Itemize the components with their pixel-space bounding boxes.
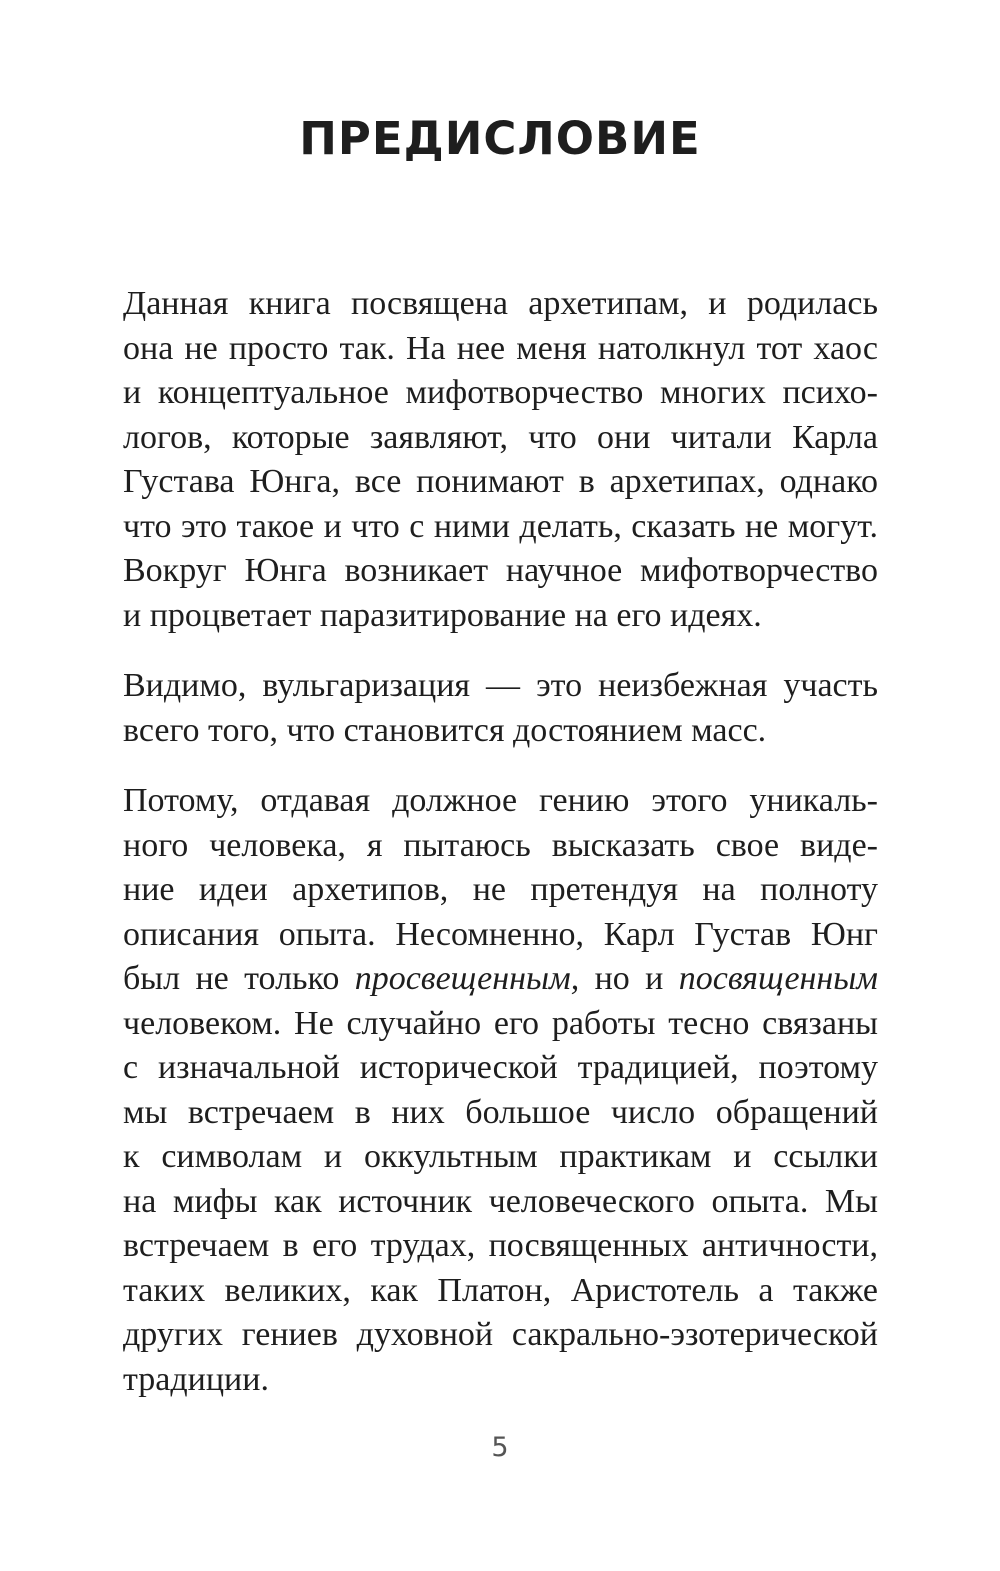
text-line: и концептуальное мифотворчество многих психо-: [123, 374, 878, 411]
paragraph-2: [123, 664, 878, 753]
text-line: мы встречаем в них большое число обращений: [123, 1093, 878, 1131]
text-line: традиции.: [123, 1360, 269, 1398]
text-line: Густава Юнга, все понимают в архетипах, однако: [123, 463, 878, 500]
italic-word-initiated: посвященным: [678, 960, 879, 997]
text-line: других гениев духовной сакрально-эзотерической: [123, 1316, 878, 1353]
text-line: Потому, отдавая должное гению этого уникаль-: [123, 782, 878, 819]
chapter-title: ПРЕДИСЛОВИЕ: [299, 112, 701, 165]
text-line: человеком. Не случайно его работы тесно связаны: [123, 1004, 878, 1042]
text-run: но и: [579, 960, 679, 997]
italic-word-enlightened: просвещенным,: [354, 960, 580, 997]
text-line: она не просто так. На нее меня натолкнул тот хаос: [123, 329, 878, 367]
text-line: что это такое и что с ними делать, сказать не могут.: [123, 507, 878, 545]
text-line: ного человека, я пытаюсь высказать свое виде-: [123, 826, 878, 864]
text-line: и процветает паразитирование на его идеях.: [123, 596, 762, 634]
text-line: Вокруг Юнга возникает научное мифотворчество: [123, 552, 878, 589]
text-line: с изначальной исторической традицией, поэтому: [123, 1049, 878, 1086]
text-line: встречаем в его трудах, посвященных античности,: [123, 1227, 878, 1264]
text-line: логов, которые заявляют, что они читали Карла: [123, 418, 878, 456]
text-run: был не только: [123, 960, 355, 997]
text-line: Видимо, вульгаризация — это неизбежная участь: [123, 667, 878, 704]
paragraph-1: [123, 282, 878, 638]
text-line: таких великих, как Платон, Аристотель а также: [123, 1271, 878, 1309]
text-line: Данная книга посвящена архетипам, и родилась: [123, 285, 878, 322]
body-text: [123, 282, 878, 1428]
text-line: всего того, что становится достоянием масс.: [123, 711, 767, 749]
text-line-with-italics: [123, 957, 878, 1002]
text-line: ние идеи архетипов, не претендуя на полноту: [123, 871, 878, 908]
paragraph-3: [123, 779, 878, 1402]
page-number: 5: [491, 1432, 509, 1463]
text-line: к символам и оккультным практикам и ссылки: [123, 1138, 878, 1175]
text-line: на мифы как источник человеческого опыта. Мы: [123, 1182, 878, 1220]
text-line: описания опыта. Несомненно, Карл Густав Юнг: [123, 915, 878, 953]
